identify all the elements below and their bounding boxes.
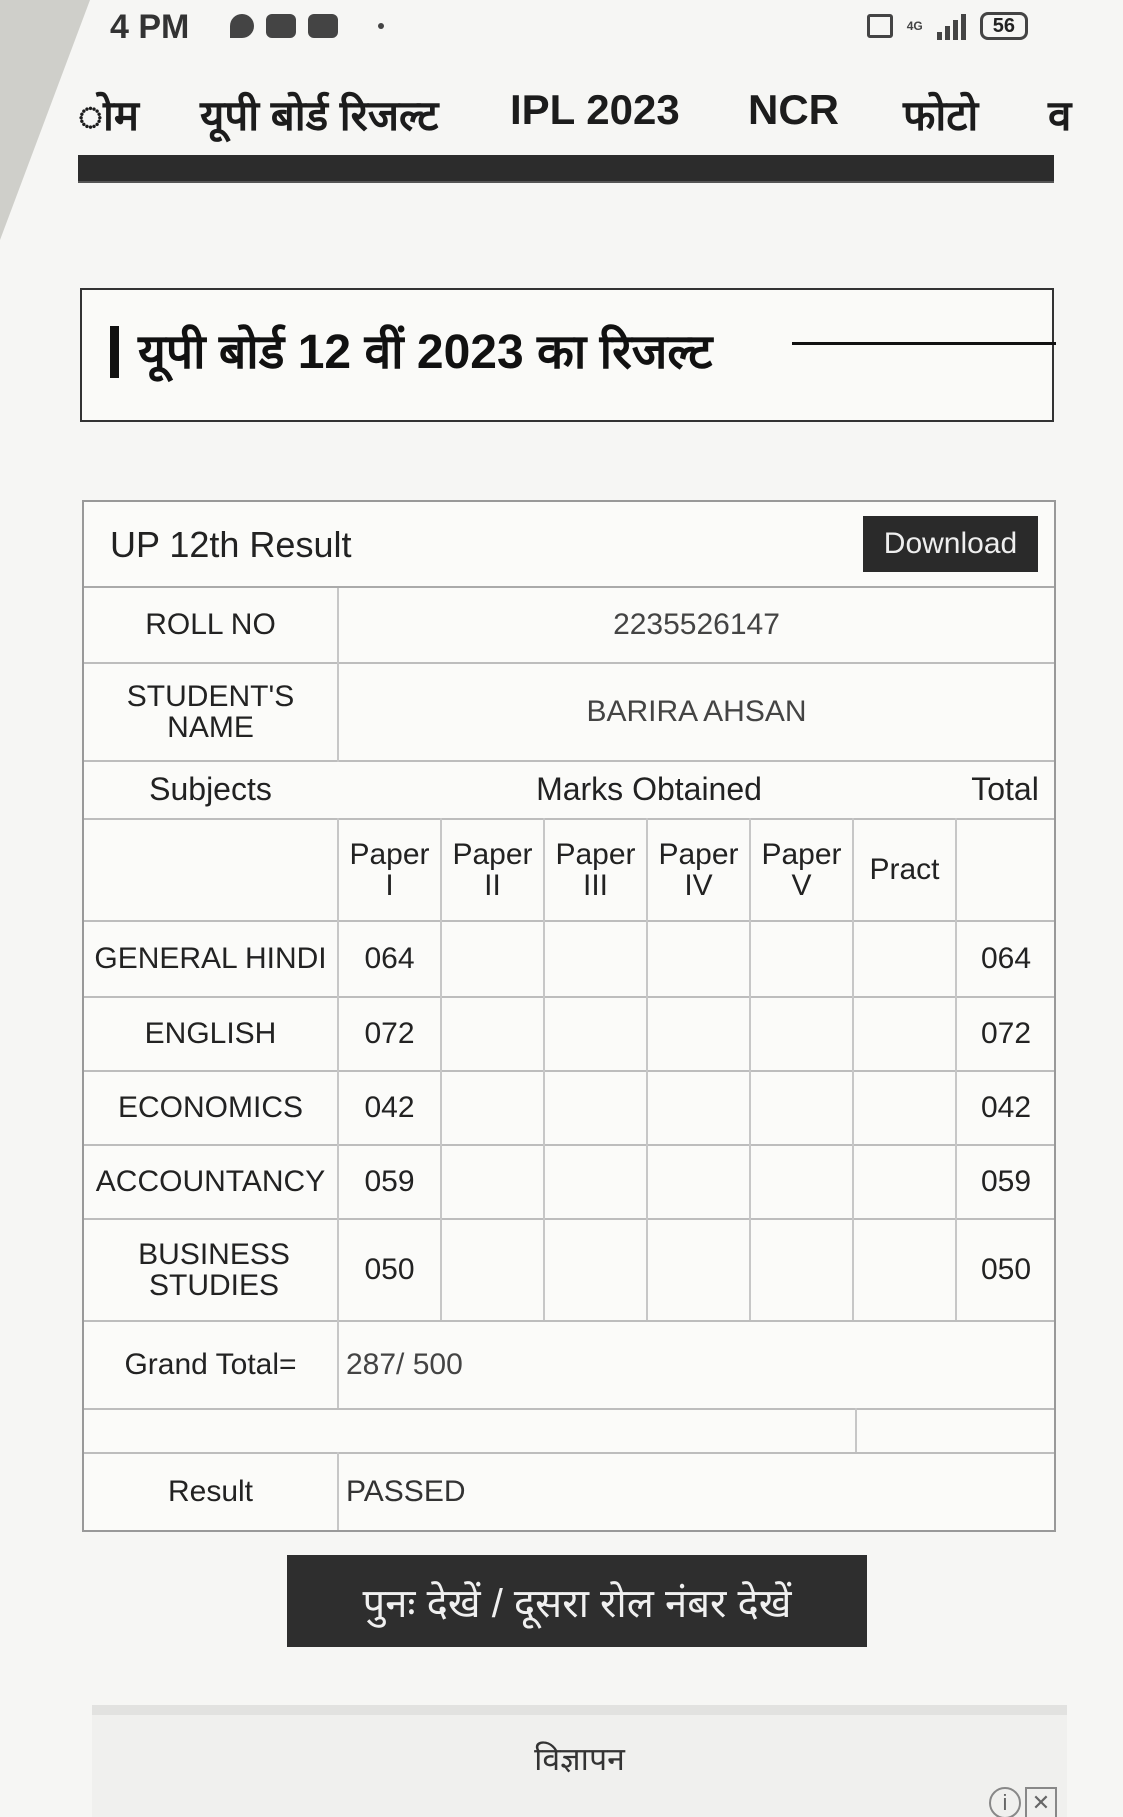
paper-1-header: Paper I	[349, 837, 430, 902]
more-dot-icon	[378, 23, 384, 29]
system-icons	[867, 12, 1028, 40]
nav-item-photo[interactable]: फोटो	[903, 92, 979, 139]
chat-icon	[230, 14, 254, 38]
page-title: यूपी बोर्ड 12 वीं 2023 का रिजल्ट	[138, 326, 713, 379]
ad-banner	[92, 1705, 1067, 1817]
total-header: Total	[971, 771, 1039, 808]
result-card-header	[84, 502, 1054, 588]
subject-name: ACCOUNTANCY	[95, 1165, 326, 1199]
heading-rule	[792, 342, 1056, 345]
status-bar	[0, 0, 1123, 62]
youtube-icon	[266, 14, 296, 38]
subject-total: 059	[980, 1165, 1032, 1199]
student-name-label: STUDENT'S NAME	[126, 679, 295, 744]
nav-item-up-board-result[interactable]: यूपी बोर्ड रिजल्ट	[200, 92, 439, 139]
top-nav	[0, 78, 1123, 148]
sim-icon	[867, 14, 893, 38]
paper-4-header: Paper IV	[658, 837, 739, 902]
grand-total-value: 287/ 500	[346, 1348, 463, 1382]
page-heading-box	[80, 288, 1054, 422]
subject-name: ECONOMICS	[117, 1091, 303, 1125]
grand-total-label: Grand Total=	[124, 1348, 297, 1382]
row-divider	[84, 1408, 1054, 1410]
nav-item-ipl-2023[interactable]: IPL 2023	[510, 86, 680, 133]
subjects-header: Subjects	[149, 771, 272, 808]
heading-accent-bar	[110, 326, 119, 378]
download-button[interactable]: Download	[863, 516, 1038, 572]
result-label: Result	[167, 1475, 254, 1509]
column-divider	[855, 1408, 857, 1452]
column-divider	[337, 1320, 339, 1408]
subject-total: 042	[980, 1091, 1032, 1125]
close-icon[interactable]: ✕	[1025, 1787, 1057, 1817]
ad-controls	[989, 1787, 1057, 1817]
network-type: 4G	[906, 19, 923, 33]
signal-icon	[937, 12, 966, 40]
page-fold-corner	[0, 0, 90, 240]
subject-total: 072	[980, 1017, 1032, 1051]
paper-1-marks: 064	[364, 942, 415, 976]
practical-header: Pract	[869, 853, 940, 887]
roll-no-label: ROLL NO	[145, 608, 276, 642]
paper-1-marks: 072	[364, 1017, 415, 1051]
nav-item-home[interactable]: ोम	[78, 92, 139, 139]
result-card	[82, 500, 1056, 1532]
check-another-roll-button[interactable]: पुनः देखें / दूसरा रोल नंबर देखें	[287, 1555, 867, 1647]
marks-obtained-header: Marks Obtained	[536, 771, 762, 808]
ad-label: विज्ञापन	[534, 1741, 625, 1777]
subject-name: ENGLISH	[144, 1017, 277, 1051]
subject-total: 064	[980, 942, 1032, 976]
status-time: 4 PM	[110, 8, 190, 46]
nav-divider-bar	[78, 155, 1054, 183]
paper-1-marks: 050	[364, 1253, 415, 1287]
paper-2-header: Paper II	[452, 837, 533, 902]
paper-5-header: Paper V	[761, 837, 842, 902]
nav-item-more[interactable]: व	[1048, 92, 1072, 139]
paper-3-header: Paper III	[555, 837, 636, 902]
result-card-title: UP 12th Result	[110, 524, 352, 565]
subject-total: 050	[980, 1253, 1032, 1287]
nav-item-ncr[interactable]: NCR	[748, 86, 839, 133]
roll-no-value: 2235526147	[613, 608, 780, 642]
subject-name: GENERAL HINDI	[94, 942, 327, 976]
youtube-icon	[308, 14, 338, 38]
subject-name: BUSINESS STUDIES	[138, 1237, 290, 1302]
result-status: PASSED	[346, 1475, 466, 1509]
notification-icons	[230, 14, 384, 38]
battery-icon: 56	[980, 12, 1028, 40]
info-icon[interactable]: i	[989, 1787, 1021, 1817]
paper-1-marks: 042	[364, 1091, 415, 1125]
paper-1-marks: 059	[364, 1165, 415, 1199]
column-divider	[337, 1452, 339, 1530]
student-name-value: BARIRA AHSAN	[586, 695, 807, 729]
